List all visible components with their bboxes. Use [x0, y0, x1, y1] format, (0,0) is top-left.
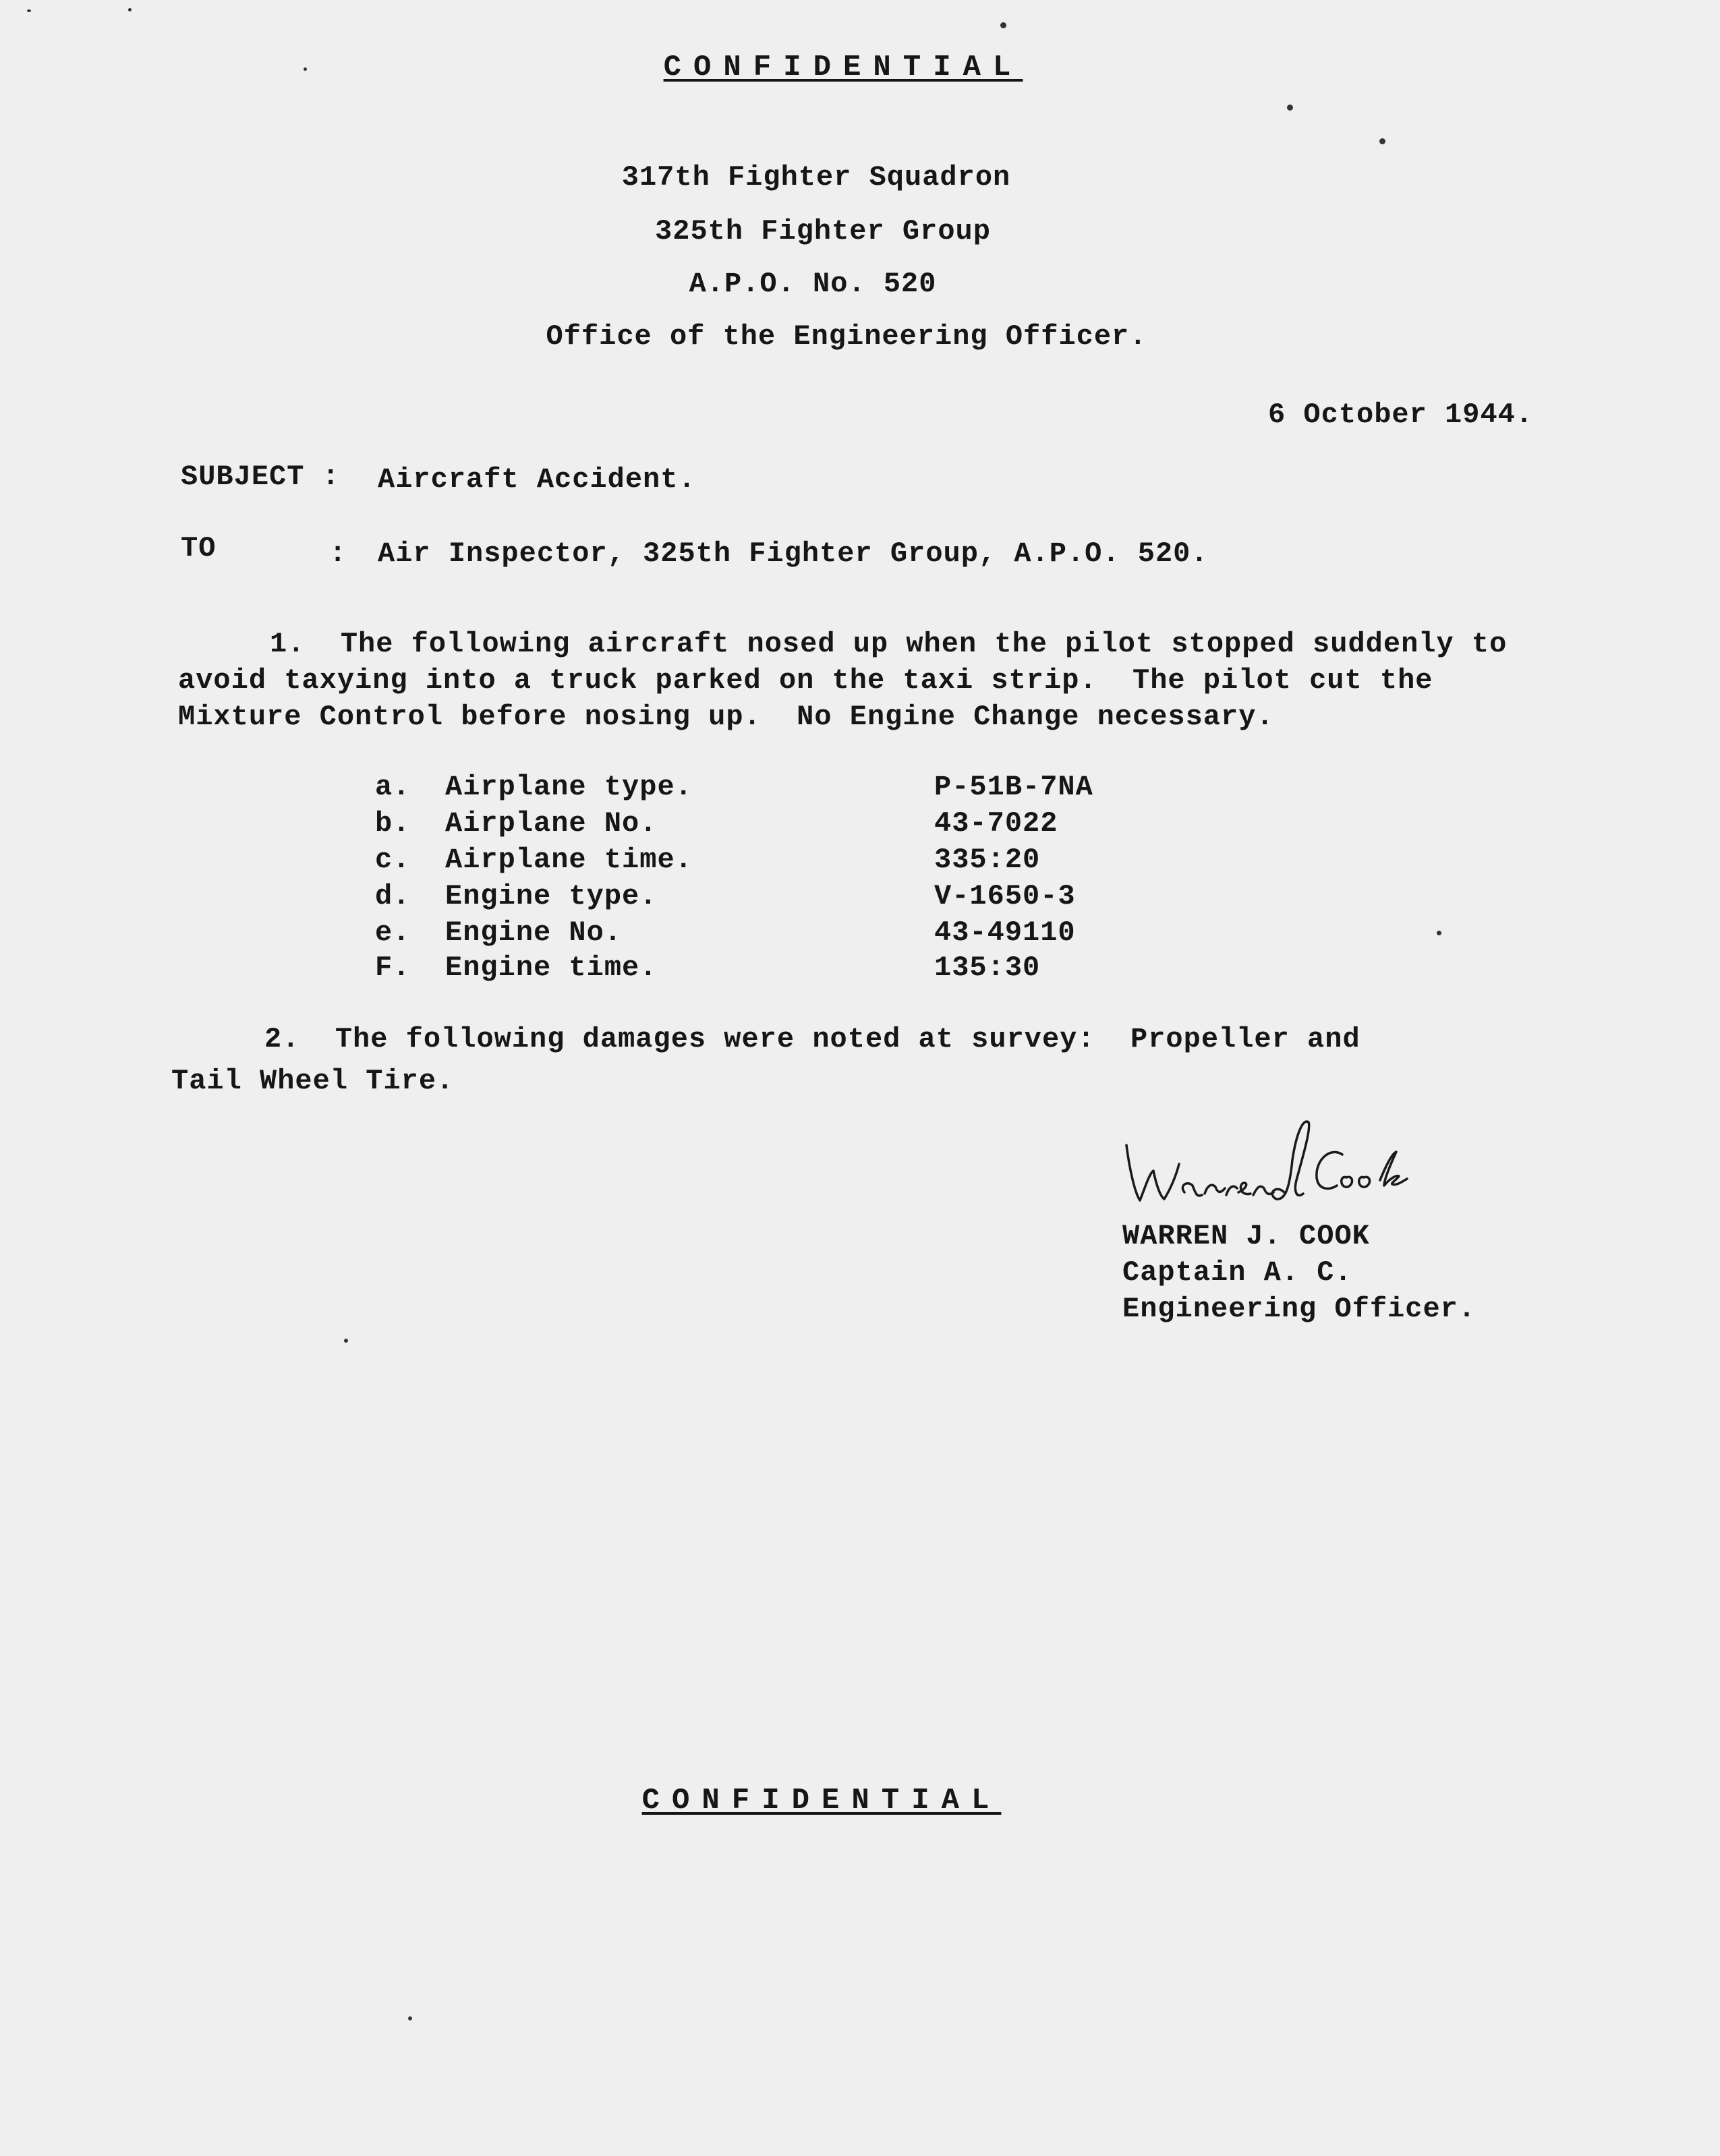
signer-rank: Captain A. C. [1122, 1256, 1352, 1289]
confidential-footer-banner: CONFIDENTIAL [641, 1784, 1002, 1817]
spec-value: 335:20 [934, 844, 1041, 876]
handwritten-signature [1120, 1113, 1470, 1234]
to-value: Air Inspector, 325th Fighter Group, A.P.O. 520. [378, 537, 1209, 570]
scan-speck [344, 1339, 348, 1343]
subject-value: Aircraft Accident. [378, 463, 696, 496]
spec-value: 43-7022 [934, 807, 1058, 840]
to-label: TO [181, 532, 217, 564]
scan-speck [408, 2016, 412, 2020]
spec-letter: d. [375, 880, 411, 912]
spec-label: Airplane time. [445, 844, 693, 876]
apo-line: A.P.O. No. 520 [689, 268, 937, 300]
scan-speck [128, 8, 132, 11]
to-colon: : [329, 537, 347, 570]
spec-value: 43-49110 [934, 916, 1076, 949]
spec-letter: F. [375, 952, 411, 984]
paragraph-2-line-2: Tail Wheel Tire. [171, 1065, 455, 1097]
paragraph-2-line-1: 2. The following damages were noted at survey: Propeller and [264, 1023, 1360, 1055]
spec-label: Engine No. [445, 916, 623, 949]
spec-label: Engine type. [445, 880, 658, 912]
scan-speck [1379, 138, 1385, 144]
squadron-line: 317th Fighter Squadron [621, 161, 1011, 194]
scan-speck [27, 9, 31, 12]
spec-letter: e. [375, 916, 411, 949]
paragraph-1-line-2: avoid taxying into a truck parked on the taxi strip. The pilot cut the [178, 664, 1433, 697]
group-line: 325th Fighter Group [655, 215, 991, 247]
spec-value: V-1650-3 [934, 880, 1076, 912]
scan-speck [304, 67, 307, 71]
scan-speck [1287, 105, 1293, 111]
spec-value: 135:30 [934, 952, 1041, 984]
spec-label: Airplane type. [445, 771, 693, 803]
paragraph-1-line-3: Mixture Control before nosing up. No Engine Change necessary. [178, 701, 1274, 733]
scan-speck [1437, 931, 1441, 935]
spec-value: P-51B-7NA [934, 771, 1093, 803]
office-line: Office of the Engineering Officer. [546, 320, 1147, 353]
signer-title: Engineering Officer. [1122, 1293, 1477, 1325]
spec-letter: a. [375, 771, 411, 803]
spec-letter: c. [375, 844, 411, 876]
paragraph-1-line-1: 1. The following aircraft nosed up when the pilot stopped suddenly to [270, 628, 1508, 660]
subject-label: SUBJECT : [181, 461, 340, 493]
spec-label: Engine time. [445, 952, 658, 984]
spec-label: Airplane No. [445, 807, 658, 840]
document-date: 6 October 1944. [1268, 399, 1534, 431]
spec-letter: b. [375, 807, 411, 840]
scan-speck [1000, 22, 1006, 28]
signer-name: WARREN J. COOK [1122, 1220, 1370, 1252]
confidential-header-banner: CONFIDENTIAL [663, 51, 1023, 84]
